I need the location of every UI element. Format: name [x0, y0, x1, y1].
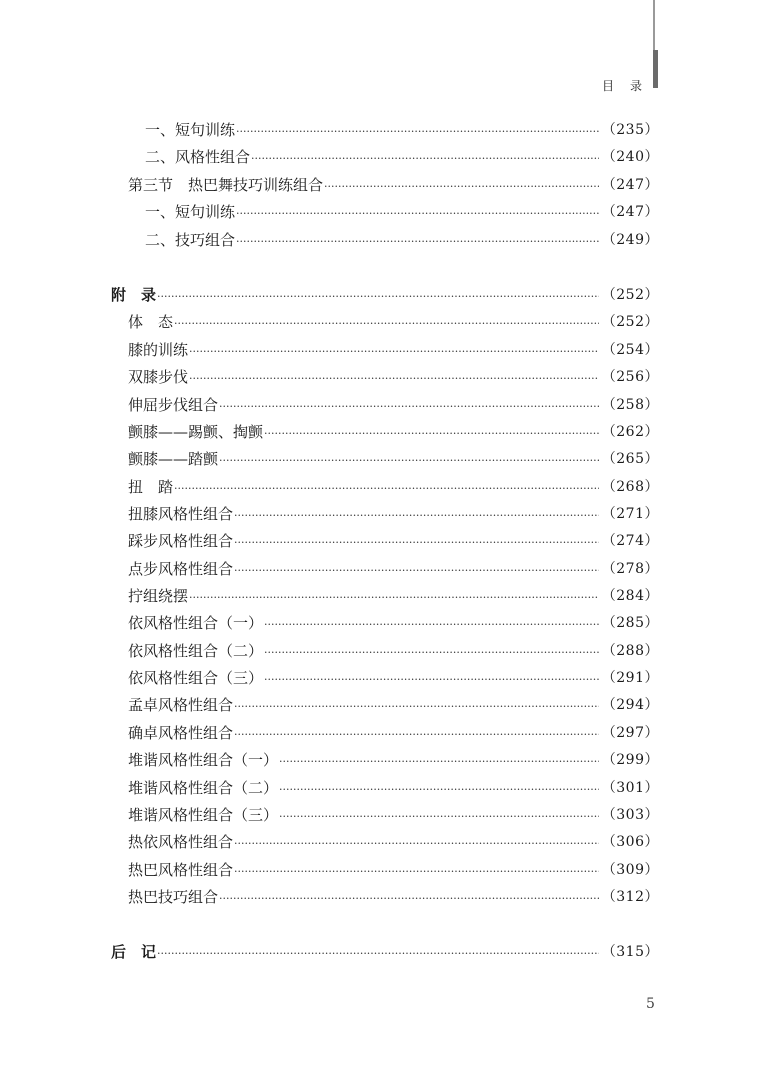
toc-entry-title: 踩步风格性组合 — [128, 532, 234, 550]
toc-entry-page: （235） — [601, 122, 659, 138]
toc-entry-page: （252） — [601, 287, 659, 303]
dot-leader — [219, 450, 599, 472]
toc-entry — [128, 886, 659, 908]
toc-entry-page: （265） — [601, 451, 659, 467]
toc-entry — [145, 119, 659, 141]
dot-leader — [189, 587, 599, 609]
dot-leader — [264, 423, 599, 445]
toc-entry-title: 扭膝风格性组合 — [128, 505, 234, 523]
toc-entry-page: （240） — [601, 149, 659, 165]
toc-entry — [128, 366, 659, 388]
toc-section-entry — [128, 174, 659, 196]
toc-entry-page: （271） — [601, 506, 659, 522]
toc-entry-title: 后 记 — [111, 943, 157, 961]
toc-entry-page: （306） — [601, 834, 659, 850]
toc-entry-title: 热依风格性组合 — [128, 833, 234, 851]
dot-leader — [234, 833, 599, 855]
toc-entry-page: （297） — [601, 725, 659, 741]
dot-leader — [174, 478, 599, 500]
toc-entry-page: （247） — [601, 204, 659, 220]
toc-entry-title: 扭 踏 — [128, 478, 174, 496]
dot-leader — [234, 505, 599, 527]
toc-entry — [128, 558, 659, 580]
toc-entry — [128, 448, 659, 470]
toc-entry — [128, 476, 659, 498]
toc-entry-page: （285） — [601, 615, 659, 631]
toc-entry-page: （312） — [601, 889, 659, 905]
dot-leader — [236, 121, 599, 143]
toc-entry — [145, 146, 659, 168]
toc-entry-page: （294） — [601, 697, 659, 713]
dot-leader — [234, 696, 599, 718]
dot-leader — [264, 669, 599, 691]
toc-entry-title: 一、短句训练 — [145, 203, 236, 221]
toc-entry-title: 热巴风格性组合 — [128, 861, 234, 879]
toc-entry — [128, 585, 659, 607]
dot-leader — [189, 341, 599, 363]
page-number: 5 — [646, 996, 655, 1012]
toc-part-entry — [111, 284, 659, 306]
toc-entry-page: （299） — [601, 752, 659, 768]
dot-leader — [264, 614, 599, 636]
toc-entry — [128, 503, 659, 525]
toc-entry-title: 第三节 热巴舞技巧训练组合 — [128, 176, 324, 194]
toc-entry — [128, 777, 659, 799]
toc-entry-title: 点步风格性组合 — [128, 560, 234, 578]
dot-leader — [189, 368, 599, 390]
toc-entry-title: 体 态 — [128, 313, 174, 331]
toc-entry-title: 堆谐风格性组合（三） — [128, 806, 279, 824]
toc-entry — [128, 612, 659, 634]
toc-entry-title: 颤膝——踏颤 — [128, 450, 219, 468]
toc-entry — [128, 749, 659, 771]
toc-entry-page: （262） — [601, 424, 659, 440]
toc-entry — [128, 421, 659, 443]
toc-entry-title: 双膝步伐 — [128, 368, 189, 386]
toc-entry — [128, 859, 659, 881]
toc-entry — [128, 722, 659, 744]
toc-entry-page: （303） — [601, 807, 659, 823]
dot-leader — [279, 751, 599, 773]
toc-entry — [145, 229, 659, 251]
toc-entry-page: （274） — [601, 533, 659, 549]
toc-entry-page: （249） — [601, 232, 659, 248]
toc-entry — [128, 339, 659, 361]
toc-entry — [128, 694, 659, 716]
toc-entry-title: 依风格性组合（二） — [128, 642, 264, 660]
dot-leader — [279, 779, 599, 801]
toc-entry-title: 二、技巧组合 — [145, 231, 236, 249]
toc-entry — [128, 831, 659, 853]
toc-part-entry — [111, 941, 659, 963]
dot-leader — [219, 396, 599, 418]
dot-leader — [236, 203, 599, 225]
toc-entry — [145, 201, 659, 223]
toc-entry-page: （309） — [601, 862, 659, 878]
toc-entry-page: （247） — [601, 177, 659, 193]
toc-entry-title: 确卓风格性组合 — [128, 724, 234, 742]
dot-leader — [174, 313, 599, 335]
toc-entry-page: （256） — [601, 369, 659, 385]
dot-leader — [234, 532, 599, 554]
toc-entry-title: 堆谐风格性组合（二） — [128, 779, 279, 797]
toc-entry — [128, 640, 659, 662]
dot-leader — [157, 286, 599, 308]
dot-leader — [236, 231, 599, 253]
toc-entry-page: （258） — [601, 397, 659, 413]
dot-leader — [219, 888, 599, 910]
toc-entry-page: （291） — [601, 670, 659, 686]
dot-leader — [234, 724, 599, 746]
dot-leader — [279, 806, 599, 828]
toc-entry — [128, 311, 659, 333]
toc-entry-title: 伸屈步伐组合 — [128, 396, 219, 414]
toc-entry-title: 依风格性组合（三） — [128, 669, 264, 687]
toc-entry-title: 二、风格性组合 — [145, 148, 251, 166]
dot-leader — [234, 861, 599, 883]
toc-entry-page: （268） — [601, 479, 659, 495]
dot-leader — [324, 176, 599, 198]
dot-leader — [264, 642, 599, 664]
toc-entry — [128, 394, 659, 416]
toc-entry-title: 堆谐风格性组合（一） — [128, 751, 279, 769]
toc-entry-title: 颤膝——踢颤、掏颤 — [128, 423, 264, 441]
toc-entry — [128, 530, 659, 552]
dot-leader — [251, 148, 599, 170]
toc-entry-page: （315） — [601, 944, 659, 960]
toc-entry — [128, 667, 659, 689]
toc-entry — [128, 804, 659, 826]
dot-leader — [157, 943, 599, 965]
toc-entry-title: 一、短句训练 — [145, 121, 236, 139]
toc-entry-page: （278） — [601, 561, 659, 577]
dot-leader — [234, 560, 599, 582]
toc-entry-title: 孟卓风格性组合 — [128, 696, 234, 714]
toc-entry-page: （284） — [601, 588, 659, 604]
toc-entry-title: 附 录 — [111, 286, 157, 304]
toc-entry-page: （252） — [601, 314, 659, 330]
toc-entry-title: 拧组绕摆 — [128, 587, 189, 605]
toc-entry-title: 膝的训练 — [128, 341, 189, 359]
toc-entry-title: 依风格性组合（一） — [128, 614, 264, 632]
toc-entry-title: 热巴技巧组合 — [128, 888, 219, 906]
toc-entry-page: （288） — [601, 643, 659, 659]
running-head: 目 录 — [601, 79, 644, 93]
toc-entry-page: （254） — [601, 342, 659, 358]
toc-entry-page: （301） — [601, 780, 659, 796]
